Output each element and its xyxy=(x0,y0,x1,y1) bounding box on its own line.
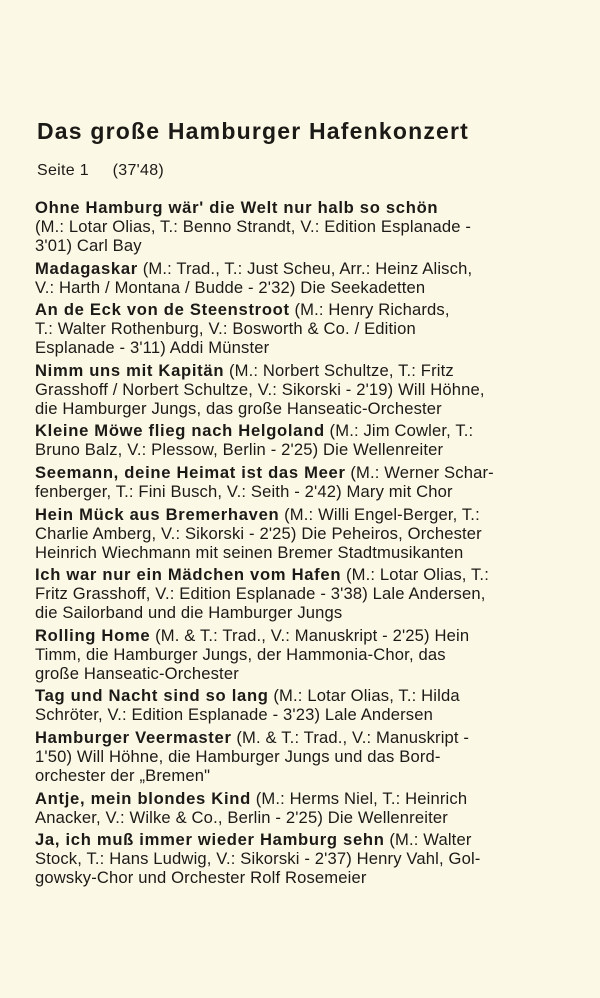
track-credits-line: Fritz Grasshoff, V.: Edition Esplanade - 3'38) Lale Andersen, xyxy=(35,584,486,604)
side-heading xyxy=(37,162,164,180)
track-title: Kleine Möwe flieg nach Helgoland xyxy=(35,421,325,441)
track-line xyxy=(35,789,580,808)
track-entry xyxy=(35,361,580,418)
track-entry xyxy=(35,789,580,827)
track-credits-line: fenberger, T.: Fini Busch, V.: Seith - 2'42) Mary mit Chor xyxy=(35,481,453,501)
track-entry xyxy=(35,830,580,887)
track-entry xyxy=(35,565,580,622)
track-title: Antje, mein blondes Kind xyxy=(35,788,251,808)
track-line xyxy=(35,728,580,747)
track-credits-line: Heinrich Wiechmann mit seinen Bremer Stadtmusikanten xyxy=(35,542,464,562)
track-line xyxy=(35,686,580,705)
track-line xyxy=(35,361,580,380)
track-line xyxy=(35,505,580,524)
track-entry xyxy=(35,259,580,297)
track-credits: (M.: Werner Schar- xyxy=(345,462,494,482)
track-credits-line: 1'50) Will Höhne, die Hamburger Jungs und das Bord- xyxy=(35,746,441,766)
track-line xyxy=(35,565,580,584)
track-credits-line: Grasshoff / Norbert Schultze, V.: Sikorski - 2'19) Will Höhne, xyxy=(35,379,485,399)
track-line xyxy=(35,463,580,482)
track-title: Nimm uns mit Kapitän xyxy=(35,360,225,380)
track-credits: (M.: Lotar Olias, T.: xyxy=(341,565,489,585)
track-entry xyxy=(35,686,580,724)
track-credits: (M.: Walter xyxy=(384,830,472,850)
side-label: Seite 1 xyxy=(37,162,89,179)
track-title: Madagaskar xyxy=(35,258,138,278)
track-credits-line: Stock, T.: Hans Ludwig, V.: Sikorski - 2'37) Henry Vahl, Gol- xyxy=(35,849,481,869)
track-entry xyxy=(35,626,580,683)
track-title: Ohne Hamburg wär' die Welt nur halb so schön xyxy=(35,198,439,217)
track-line xyxy=(35,259,580,278)
track-credits-line: Schröter, V.: Edition Esplanade - 3'23) Lale Andersen xyxy=(35,705,433,725)
track-entry xyxy=(35,505,580,562)
track-credits-line: Bruno Balz, V.: Plessow, Berlin - 2'25) Die Wellenreiter xyxy=(35,440,444,460)
track-credits-line: große Hanseatic-Orchester xyxy=(35,663,239,683)
track-entry xyxy=(35,728,580,785)
side-duration: (37'48) xyxy=(112,162,165,179)
track-credits-line: die Sailorband und die Hamburger Jungs xyxy=(35,603,343,623)
track-credits-line: (M.: Lotar Olias, T.: Benno Strandt, V.: Edition Esplanade - xyxy=(35,217,472,236)
track-title: Ich war nur ein Mädchen vom Hafen xyxy=(35,565,342,585)
track-title: Tag und Nacht sind so lang xyxy=(35,686,269,706)
track-title: Rolling Home xyxy=(35,625,151,645)
track-list xyxy=(35,198,580,891)
track-credits-line: die Hamburger Jungs, das große Hanseatic-Orchester xyxy=(35,398,442,418)
track-title: Ja, ich muß immer wieder Hamburg sehn xyxy=(35,830,385,850)
track-credits-line: Esplanade - 3'11) Addi Münster xyxy=(35,338,270,358)
track-line xyxy=(35,830,580,849)
track-title: Hein Mück aus Bremerhaven xyxy=(35,504,280,524)
track-credits-line: Charlie Amberg, V.: Sikorski - 2'25) Die Peheiros, Orchester xyxy=(35,523,482,543)
track-credits: (M.: Jim Cowler, T.: xyxy=(324,421,474,441)
track-credits-line: Anacker, V.: Wilke & Co., Berlin - 2'25) Die Wellenreiter xyxy=(35,807,448,827)
track-title: Seemann, deine Heimat ist das Meer xyxy=(35,462,346,482)
track-credits: (M.: Willi Engel-Berger, T.: xyxy=(279,504,480,524)
track-credits: (M. & T.: Trad., V.: Manuskript - xyxy=(231,727,470,747)
track-credits-line: V.: Harth / Montana / Budde - 2'32) Die Seekadetten xyxy=(35,277,426,297)
track-entry xyxy=(35,421,580,459)
track-credits-line: Timm, die Hamburger Jungs, der Hammonia-Chor, das xyxy=(35,644,446,664)
track-title: Hamburger Veermaster xyxy=(35,727,232,747)
track-credits-line: orchester der „Bremen" xyxy=(35,765,211,785)
track-credits: (M.: Herms Niel, T.: Heinrich xyxy=(250,788,468,808)
track-credits: (M.: Trad., T.: Just Scheu, Arr.: Heinz Alisch, xyxy=(137,258,473,278)
track-credits-line: 3'01) Carl Bay xyxy=(35,236,142,255)
track-title: An de Eck von de Steenstroot xyxy=(35,300,290,320)
track-entry xyxy=(35,463,580,501)
track-line xyxy=(35,198,580,217)
track-line xyxy=(35,300,580,319)
track-entry xyxy=(35,198,580,255)
track-credits-line: gowsky-Chor und Orchester Rolf Rosemeier xyxy=(35,868,367,888)
track-line xyxy=(35,421,580,440)
track-line xyxy=(35,626,580,645)
track-entry xyxy=(35,300,580,357)
album-title: Das große Hamburger Hafenkonzert xyxy=(37,118,470,144)
track-credits: (M.: Henry Richards, xyxy=(289,300,450,320)
track-credits: (M. & T.: Trad., V.: Manuskript - 2'25) Hein xyxy=(150,625,470,645)
track-credits: (M.: Lotar Olias, T.: Hilda xyxy=(268,686,460,706)
track-credits-line: T.: Walter Rothenburg, V.: Bosworth & Co. / Edition xyxy=(35,319,416,339)
track-credits: (M.: Norbert Schultze, T.: Fritz xyxy=(224,360,454,380)
